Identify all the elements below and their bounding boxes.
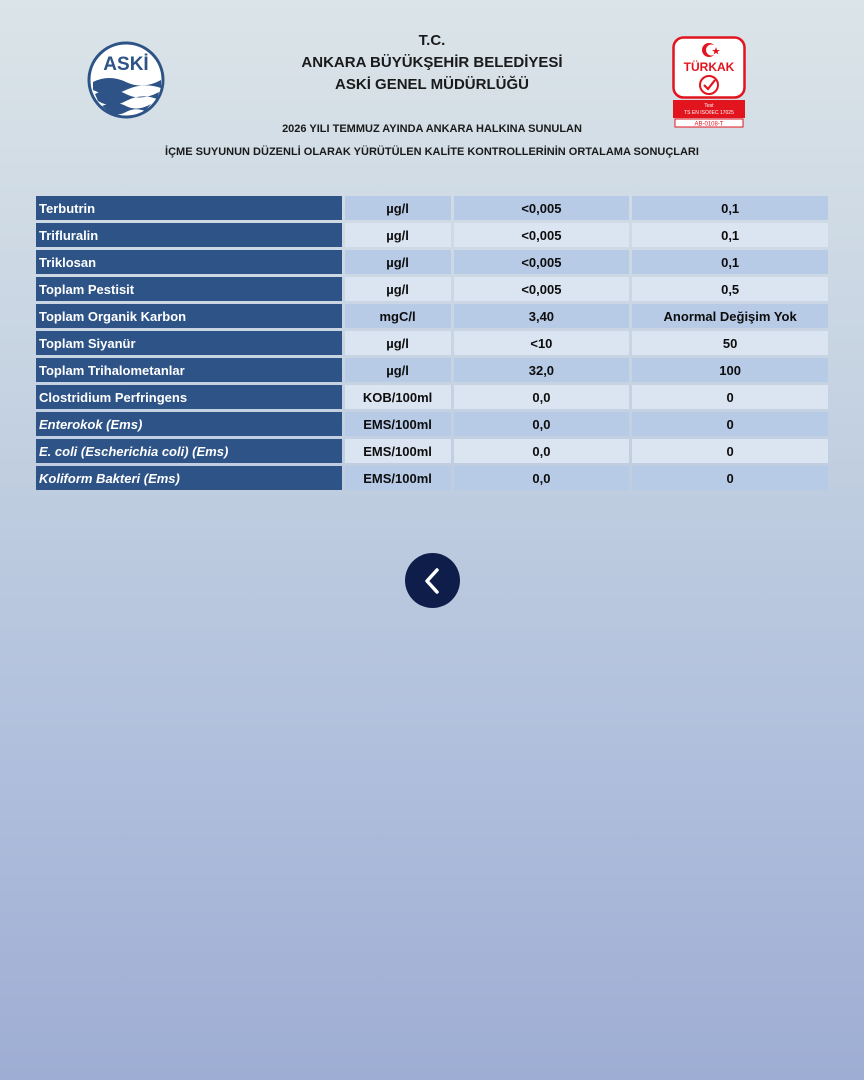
- parameter-cell: Toplam Siyanür: [36, 331, 342, 355]
- limit-cell: 0,5: [632, 277, 828, 301]
- title-tc: T.C.: [418, 32, 446, 49]
- svg-text:TÜRKAK: TÜRKAK: [683, 60, 735, 74]
- limit-cell: 0: [632, 412, 828, 436]
- back-button[interactable]: [405, 553, 460, 608]
- result-cell: 0,0: [454, 439, 630, 463]
- parameter-cell: E. coli (Escherichia coli) (Ems): [36, 439, 342, 463]
- unit-cell: EMS/100ml: [345, 466, 451, 490]
- unit-cell: mgC/l: [345, 304, 451, 328]
- unit-cell: EMS/100ml: [345, 412, 451, 436]
- result-cell: <0,005: [454, 223, 630, 247]
- limit-cell: Anormal Değişim Yok: [632, 304, 828, 328]
- result-cell: <0,005: [454, 196, 630, 220]
- parameter-cell: Enterokok (Ems): [36, 412, 342, 436]
- parameter-cell: Toplam Trihalometanlar: [36, 358, 342, 382]
- page-header: [0, 0, 864, 180]
- result-cell: 32,0: [454, 358, 630, 382]
- report-subtitle: [100, 118, 764, 164]
- title-municipality: ANKARA BÜYÜKŞEHİR BELEDİYESİ: [301, 54, 563, 71]
- parameter-cell: Trifluralin: [36, 223, 342, 247]
- limit-cell: 0: [632, 439, 828, 463]
- parameter-cell: Koliform Bakteri (Ems): [36, 466, 342, 490]
- chevron-left-icon: [421, 566, 445, 596]
- limit-cell: 0: [632, 385, 828, 409]
- parameter-cell: Toplam Organik Karbon: [36, 304, 342, 328]
- limit-cell: 0,1: [632, 250, 828, 274]
- table-row: [36, 196, 828, 220]
- result-cell: <0,005: [454, 277, 630, 301]
- svg-text:Test: Test: [704, 103, 714, 109]
- unit-cell: µg/l: [345, 250, 451, 274]
- table-row: [36, 331, 828, 355]
- table-row: [36, 250, 828, 274]
- title-block: [200, 30, 664, 96]
- unit-cell: EMS/100ml: [345, 439, 451, 463]
- subtitle-line-2: İÇME SUYUNUN DÜZENLİ OLARAK YÜRÜTÜLEN KALİTE KONTROLLERİNİN ORTALAMA SONUÇLARI: [165, 146, 699, 158]
- unit-cell: KOB/100ml: [345, 385, 451, 409]
- result-cell: 0,0: [454, 466, 630, 490]
- result-cell: 0,0: [454, 412, 630, 436]
- subtitle-line-1: 2026 YILI TEMMUZ AYINDA ANKARA HALKINA SUNULAN: [282, 123, 582, 135]
- table-row: [36, 277, 828, 301]
- table-row: [36, 223, 828, 247]
- results-table: [33, 193, 831, 493]
- title-directorate: ASKİ GENEL MÜDÜRLÜĞÜ: [335, 76, 529, 93]
- aski-logo: [87, 40, 165, 120]
- turkak-logo: [672, 36, 746, 128]
- parameter-cell: Clostridium Perfringens: [36, 385, 342, 409]
- parameter-cell: Terbutrin: [36, 196, 342, 220]
- limit-cell: 0,1: [632, 223, 828, 247]
- result-cell: 0,0: [454, 385, 630, 409]
- limit-cell: 50: [632, 331, 828, 355]
- table-row: [36, 466, 828, 490]
- table-row: [36, 385, 828, 409]
- parameter-cell: Triklosan: [36, 250, 342, 274]
- unit-cell: µg/l: [345, 358, 451, 382]
- svg-text:TS EN ISO/IEC 17025: TS EN ISO/IEC 17025: [684, 110, 734, 116]
- svg-text:ASKİ: ASKİ: [103, 54, 149, 75]
- result-cell: <10: [454, 331, 630, 355]
- limit-cell: 0: [632, 466, 828, 490]
- parameter-cell: Toplam Pestisit: [36, 277, 342, 301]
- svg-text:AB-0108-T: AB-0108-T: [694, 121, 724, 128]
- unit-cell: µg/l: [345, 277, 451, 301]
- result-cell: 3,40: [454, 304, 630, 328]
- result-cell: <0,005: [454, 250, 630, 274]
- unit-cell: µg/l: [345, 196, 451, 220]
- limit-cell: 0,1: [632, 196, 828, 220]
- table-row: [36, 439, 828, 463]
- limit-cell: 100: [632, 358, 828, 382]
- unit-cell: µg/l: [345, 331, 451, 355]
- unit-cell: µg/l: [345, 223, 451, 247]
- table-row: [36, 358, 828, 382]
- table-row: [36, 412, 828, 436]
- table-row: [36, 304, 828, 328]
